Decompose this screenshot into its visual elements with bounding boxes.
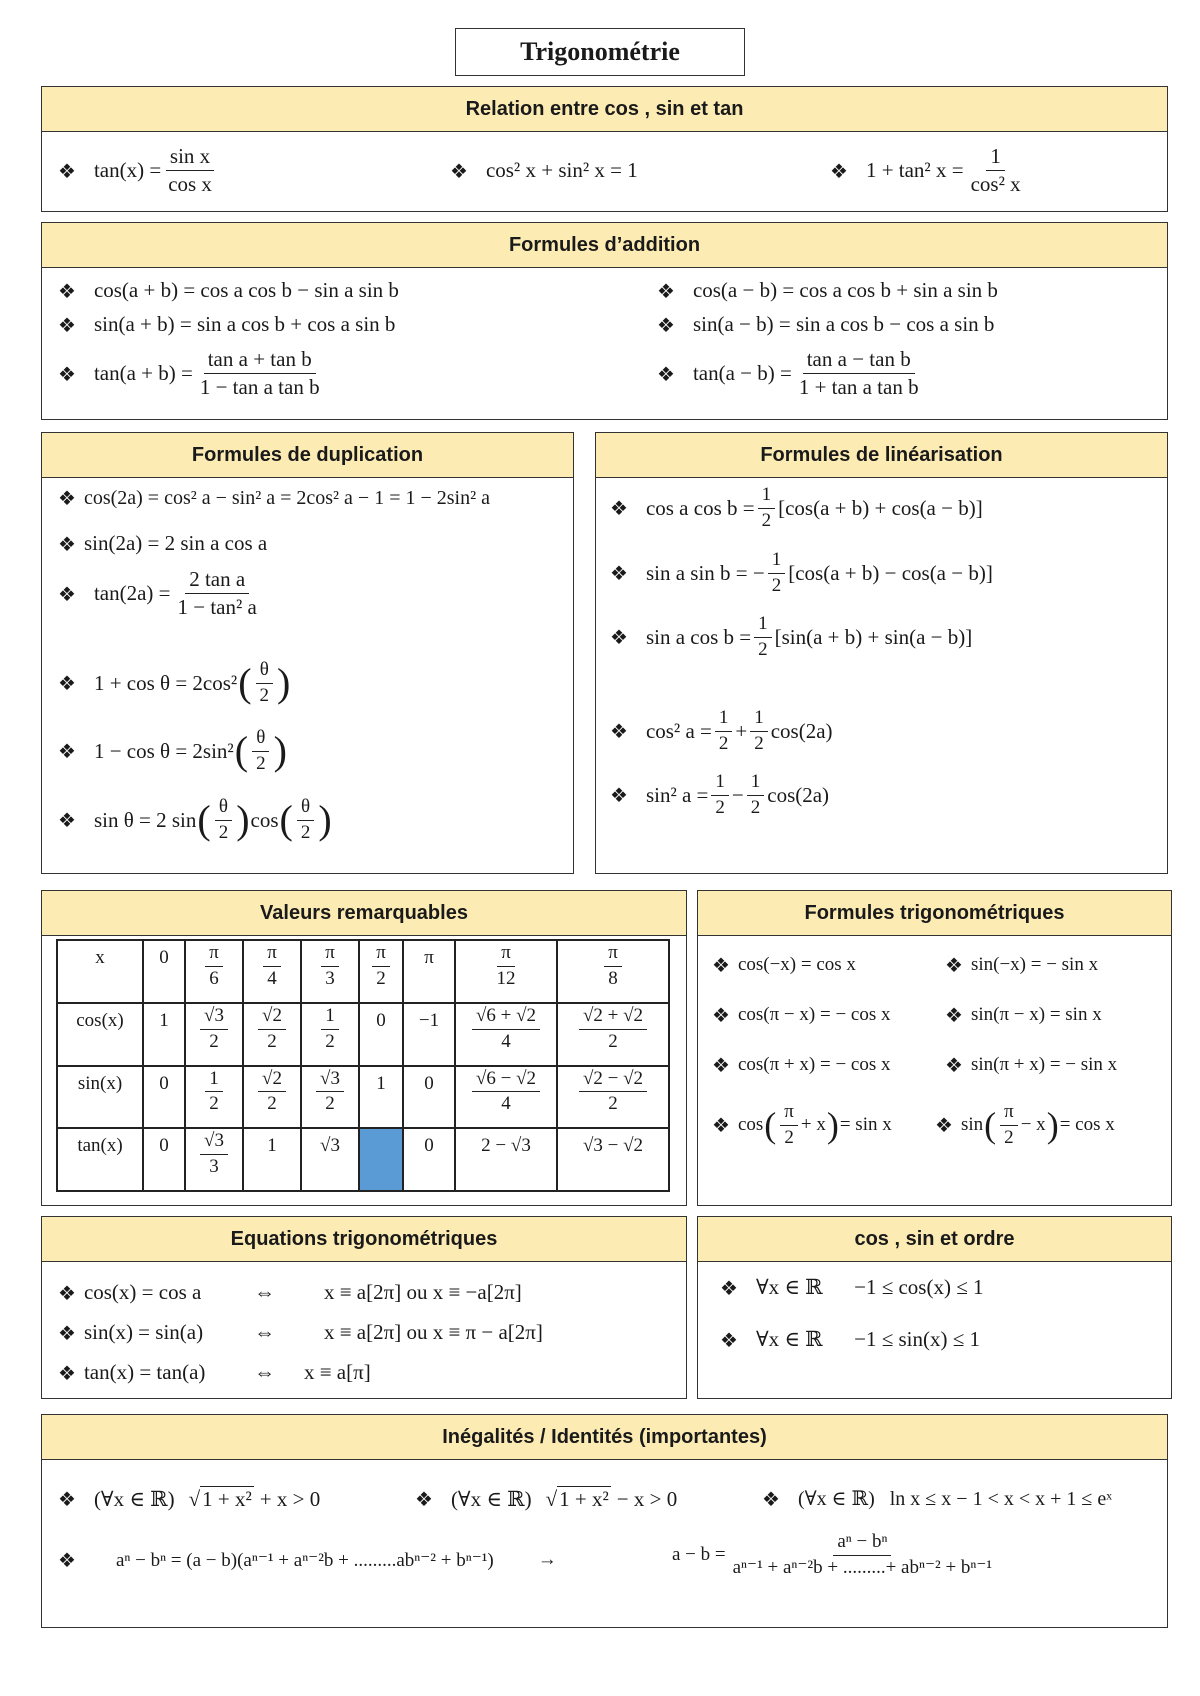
addition-sin-minus: ❖ sin(a − b) = sin a cos b − cos a sin b	[657, 312, 995, 337]
addition-cos-plus: ❖ cos(a + b) = cos a cos b − sin a sin b	[58, 278, 399, 303]
ordre-box	[697, 1216, 1172, 1399]
addition-sin-plus: ❖ sin(a + b) = sin a cos b + cos a sin b	[58, 312, 396, 337]
ineg-ln-exp: ❖ (∀x ∈ ℝ) ln x ≤ x − 1 < x < x + 1 ≤ eˣ	[762, 1486, 1113, 1511]
trigo-header: Formules trigonométriques	[698, 891, 1171, 936]
equations-header: Equations trigonométriques	[42, 1217, 686, 1262]
bullet-icon: ❖	[712, 953, 730, 977]
trigo-sin-pi-minus: ❖ sin(π − x) = sin x	[945, 1003, 1102, 1027]
equation-tan: ❖ tan(x) = tan(a) ⇔ x ≡ a[π]	[58, 1360, 371, 1385]
undefined-cell	[359, 1128, 403, 1191]
bullet-icon: ❖	[712, 1113, 730, 1138]
duplication-header: Formules de duplication	[42, 433, 573, 478]
bullet-icon: ❖	[58, 1320, 76, 1345]
duplication-sin2a: ❖ sin(2a) = 2 sin a cos a	[58, 531, 268, 556]
bullet-icon: ❖	[58, 361, 76, 386]
bullet-icon: ❖	[58, 312, 76, 337]
bullet-icon: ❖	[58, 739, 76, 764]
bullet-icon: ❖	[762, 1486, 780, 1511]
table-row: tan(x) 0 $\frac{√3}{3}$ 1 √3 0 2 − √3 √3 − √2	[57, 1128, 669, 1191]
trigo-cos-pi-minus: ❖ cos(π − x) = − cos x	[712, 1003, 891, 1027]
relation-formula-tan2: ❖ 1 + tan² x = $\frac{1}{\text{cos² x}}$	[830, 144, 1021, 197]
bullet-icon: ❖	[610, 625, 628, 650]
lin-coscos: ❖ cos a cos b = $\frac{1}{2}$ [cos(a + b) + cos(a − b)]	[610, 484, 983, 531]
bullet-icon: ❖	[945, 1053, 963, 1077]
ineg-power-identity: ❖ aⁿ − bⁿ = (a − b)(aⁿ⁻¹ + aⁿ⁻²b + .........abⁿ⁻² + bⁿ⁻¹) →	[58, 1548, 557, 1572]
bullet-icon: ❖	[58, 158, 76, 183]
bullet-icon: ❖	[58, 531, 76, 556]
bullet-icon: ❖	[610, 719, 628, 744]
bullet-icon: ❖	[58, 1548, 76, 1572]
bullet-icon: ❖	[58, 1280, 76, 1305]
duplication-1pluscos: ❖ 1 + cos θ = 2cos² ( θ 2 )	[58, 659, 291, 706]
duplication-sintheta: ❖ sin θ = 2 sin ( θ 2 ) cos ( θ 2 )	[58, 796, 332, 843]
table-row: cos(x) 1 $\frac{√3}{2}$ $\frac{√2}{2}$ $\frac{1}{2}$ 0 −1 $\frac{√6 + √2}{4}$ $\frac{√2 + √2}{2}$	[57, 1003, 669, 1066]
bullet-icon: ❖	[58, 486, 76, 510]
equation-sin: ❖ sin(x) = sin(a) ⇔ x ≡ a[2π] ou x ≡ π − a[2π]	[58, 1320, 543, 1345]
bullet-icon: ❖	[945, 953, 963, 977]
trigo-cos-half-pi: ❖ cos ( π 2 + x ) = sin x	[712, 1101, 892, 1148]
trigo-sin-pi-plus: ❖ sin(π + x) = − sin x	[945, 1053, 1118, 1077]
trigo-sin-neg: ❖ sin(−x) = − sin x	[945, 953, 1099, 977]
duplication-1minuscos: ❖ 1 − cos θ = 2sin² ( θ 2 )	[58, 727, 287, 774]
bullet-icon: ❖	[415, 1487, 433, 1511]
bullet-icon: ❖	[945, 1003, 963, 1027]
table-row: sin(x) 0 $\frac{1}{2}$ $\frac{√2}{2}$ $\frac{√3}{2}$ 1 0 $\frac{√6 - √2}{4}$ $\frac{√2 - √2}{2}$	[57, 1066, 669, 1129]
bullet-icon: ❖	[830, 158, 848, 183]
bullet-icon: ❖	[720, 1275, 738, 1300]
duplication-cos2a: ❖ cos(2a) = cos² a − sin² a = 2cos² a − 1 = 1 − 2sin² a	[58, 486, 490, 510]
ordre-header: cos , sin et ordre	[698, 1217, 1171, 1262]
ordre-cos: ❖ ∀x ∈ ℝ −1 ≤ cos(x) ≤ 1	[720, 1275, 984, 1300]
equation-cos: ❖ cos(x) = cos a ⇔ x ≡ a[2π] ou x ≡ −a[2π]	[58, 1280, 522, 1305]
relation-formula-pythagore: ❖ cos² x + sin² x = 1	[450, 158, 638, 183]
page-title: Trigonométrie	[455, 28, 745, 76]
valeurs-table	[56, 939, 670, 1192]
bullet-icon: ❖	[610, 561, 628, 586]
bullet-icon: ❖	[58, 1487, 76, 1511]
bullet-icon: ❖	[58, 808, 76, 833]
bullet-icon: ❖	[58, 581, 76, 606]
inegalites-box	[41, 1414, 1168, 1628]
duplication-tan2a: ❖ tan(2a) = $\frac{\text{2 tan a}}{\text{1 − tan² a}}$	[58, 567, 257, 620]
trigo-box	[697, 890, 1172, 1206]
arrow-icon: →	[537, 1549, 557, 1570]
lin-sincos: ❖ sin a cos b = $\frac{1}{2}$ [sin(a + b) + sin(a − b)]	[610, 613, 973, 660]
bullet-icon: ❖	[58, 1360, 76, 1385]
addition-tan-plus: ❖ tan(a + b) = $\frac{\text{tan a + tan b}}{\text{1 − tan a tan b}}$	[58, 347, 320, 400]
bullet-icon: ❖	[935, 1113, 953, 1138]
bullet-icon: ❖	[657, 312, 675, 337]
inegalites-header: Inégalités / Identités (importantes)	[42, 1415, 1167, 1460]
lin-sin2: ❖ sin² a = $\frac{1}{2}$ − $\frac{1}{2}$ cos(2a)	[610, 771, 830, 818]
bullet-icon: ❖	[610, 496, 628, 521]
bullet-icon: ❖	[657, 361, 675, 386]
bullet-icon: ❖	[58, 278, 76, 303]
linearisation-header: Formules de linéarisation	[596, 433, 1167, 478]
trigo-sin-half-pi: ❖ sin ( π 2 − x ) = cos x	[935, 1101, 1115, 1148]
bullet-icon: ❖	[610, 783, 628, 808]
relation-formula-tan: ❖ tan(x) = $\frac{\text{sin x}}{\text{cos x}}$	[58, 145, 219, 196]
ineg-sqrt-minus: ❖ (∀x ∈ ℝ) √ 1 + x² − x > 0	[415, 1486, 678, 1511]
ineg-quotient-identity: a − b = aⁿ − bⁿ aⁿ⁻¹ + aⁿ⁻²b + .........+ abⁿ⁻² + bⁿ⁻¹	[672, 1531, 993, 1578]
bullet-icon: ❖	[58, 671, 76, 696]
relation-header: Relation entre cos , sin et tan	[42, 87, 1167, 132]
lin-cos2: ❖ cos² a = $\frac{1}{2}$ + $\frac{1}{2}$ cos(2a)	[610, 707, 833, 754]
ineg-sqrt-plus: ❖ (∀x ∈ ℝ) √ 1 + x² + x > 0	[58, 1486, 321, 1511]
bullet-icon: ❖	[450, 158, 468, 183]
addition-header: Formules d’addition	[42, 223, 1167, 268]
valeurs-header: Valeurs remarquables	[42, 891, 686, 936]
bullet-icon: ❖	[712, 1053, 730, 1077]
ordre-sin: ❖ ∀x ∈ ℝ −1 ≤ sin(x) ≤ 1	[720, 1327, 980, 1352]
lin-sinsin: ❖ sin a sin b = − $\frac{1}{2}$ [cos(a + b) − cos(a − b)]	[610, 549, 993, 596]
bullet-icon: ❖	[657, 278, 675, 303]
trigo-cos-neg: ❖ cos(−x) = cos x	[712, 953, 856, 977]
addition-tan-minus: ❖ tan(a − b) = $\frac{\text{tan a − tan b}}{\text{1 + tan a tan b}}$	[657, 347, 919, 400]
addition-cos-minus: ❖ cos(a − b) = cos a cos b + sin a sin b	[657, 278, 998, 303]
table-row: x 0 $\frac{\pi}{6}$ $\frac{\pi}{4}$ $\frac{\pi}{3}$ $\frac{\pi}{2}$ π $\frac{\pi}{12}$ $\frac{\pi}{8}$	[57, 940, 669, 1003]
bullet-icon: ❖	[720, 1327, 738, 1352]
bullet-icon: ❖	[712, 1003, 730, 1027]
trigo-cos-pi-plus: ❖ cos(π + x) = − cos x	[712, 1053, 891, 1077]
